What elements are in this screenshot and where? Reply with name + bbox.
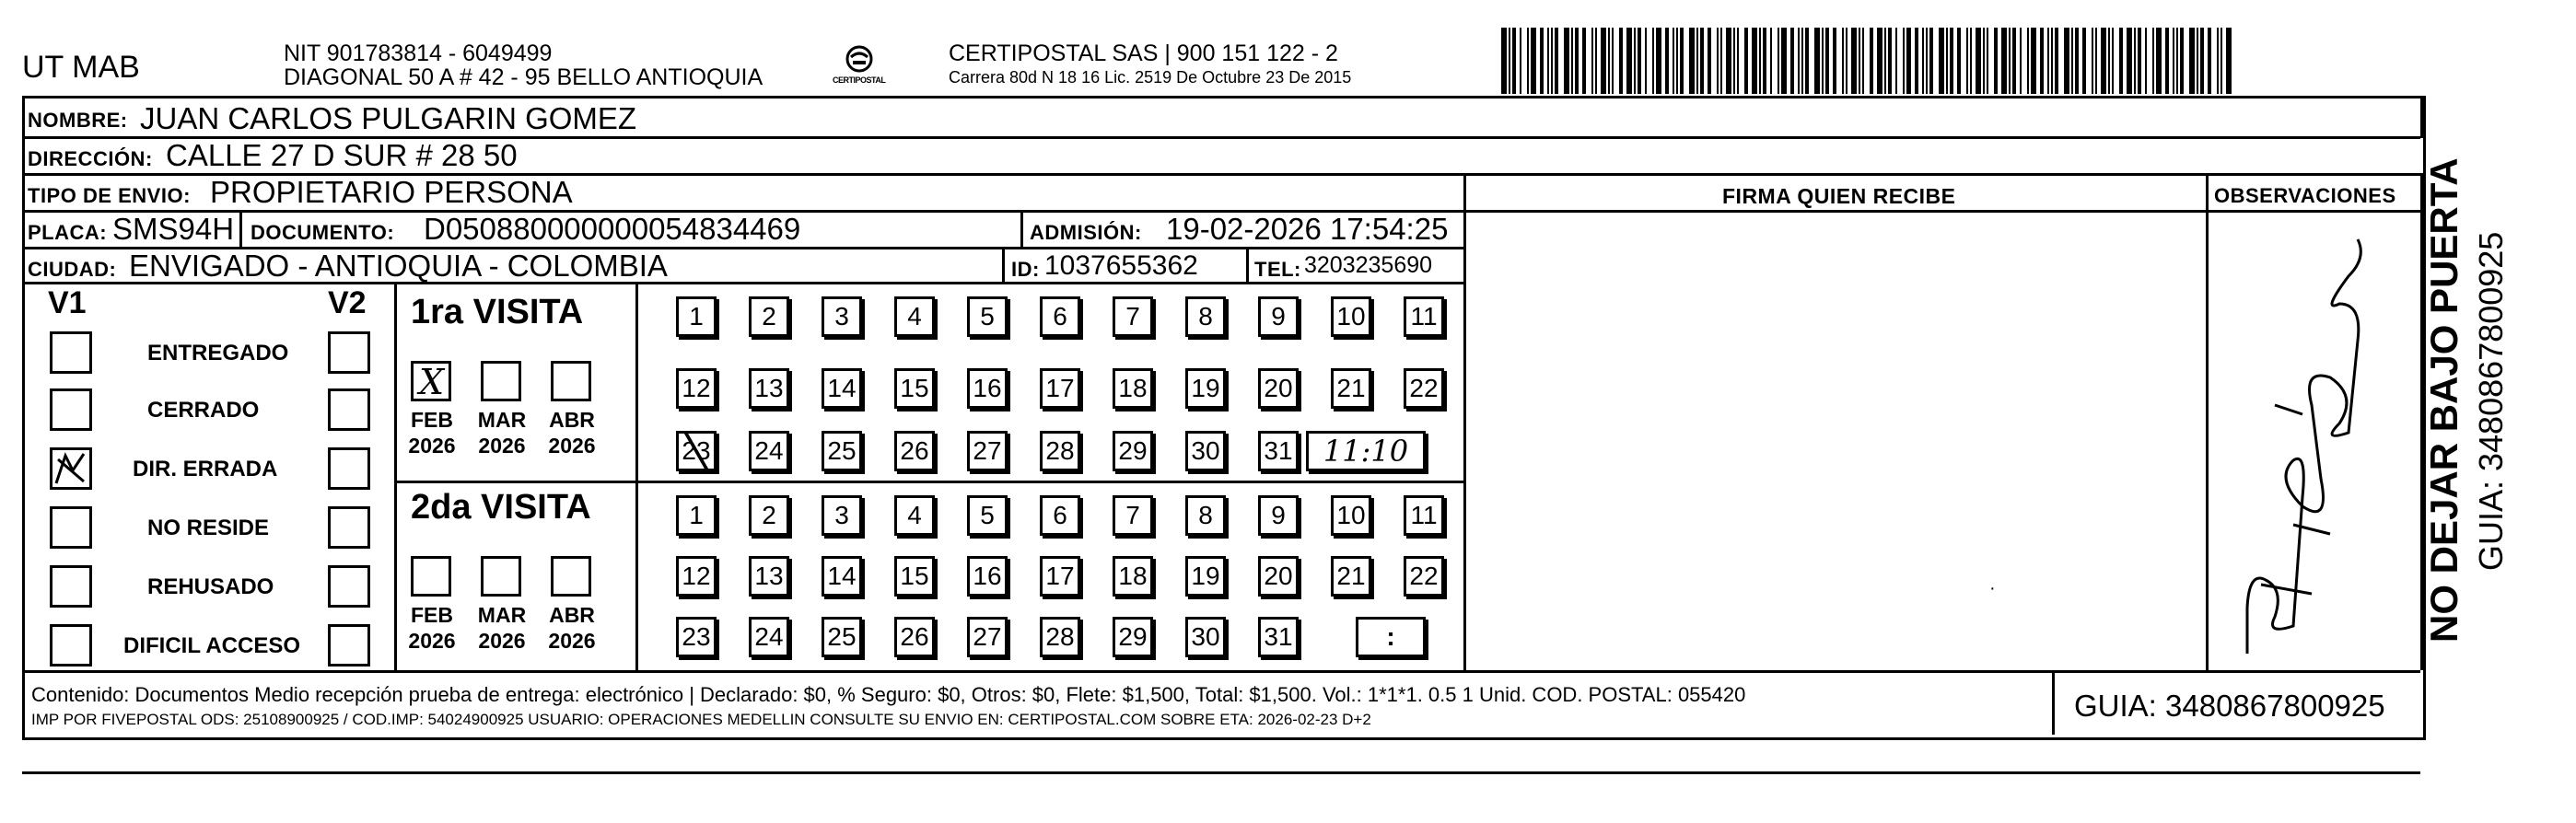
v1-checkbox-1[interactable] xyxy=(50,331,92,374)
status-option-label: DIFICIL ACCESO xyxy=(123,633,301,658)
v2-checkbox-4[interactable] xyxy=(328,506,370,549)
barcode xyxy=(1501,28,2233,94)
first-visit-day-18[interactable]: 18 xyxy=(1113,368,1153,409)
first-visit-day-28[interactable]: 28 xyxy=(1040,431,1080,471)
v1-label: V1 xyxy=(48,285,87,320)
company-address: DIAGONAL 50 A # 42 - 95 BELLO ANTIOQUIA xyxy=(284,64,763,90)
placa-value: SMS94H xyxy=(112,212,235,246)
second-visit-day-18[interactable]: 18 xyxy=(1113,556,1153,597)
second-visit-month-box[interactable] xyxy=(411,556,451,597)
second-visit-day-5[interactable]: 5 xyxy=(967,495,1008,536)
second-visit-day-22[interactable]: 22 xyxy=(1404,556,1444,597)
first-visit-day-15[interactable]: 15 xyxy=(894,368,935,409)
second-visit-day-1[interactable]: 1 xyxy=(676,495,717,536)
second-visit-day-16[interactable]: 16 xyxy=(967,556,1008,597)
direccion-value: CALLE 27 D SUR # 28 50 xyxy=(166,138,518,172)
second-visit-day-9[interactable]: 9 xyxy=(1258,495,1299,536)
second-visit-day-8[interactable]: 8 xyxy=(1185,495,1226,536)
first-visit-day-29[interactable]: 29 xyxy=(1113,431,1153,471)
documento-value: D050880000000054834469 xyxy=(424,212,801,246)
second-visit-title: 2da VISITA xyxy=(411,488,591,527)
ciudad-value: ENVIGADO - ANTIOQUIA - COLOMBIA xyxy=(129,249,668,283)
first-visit-day-10[interactable]: 10 xyxy=(1331,296,1371,337)
footer-guia: GUIA: 3480867800925 xyxy=(2074,689,2385,723)
id-label: ID: xyxy=(1011,258,1040,281)
first-visit-day-26[interactable]: 26 xyxy=(894,431,935,471)
second-visit-day-17[interactable]: 17 xyxy=(1040,556,1080,597)
first-visit-day-27[interactable]: 27 xyxy=(967,431,1008,471)
status-option-label: NO RESIDE xyxy=(147,516,270,540)
first-visit-day-9[interactable]: 9 xyxy=(1258,296,1299,337)
side-warning: NO DEJAR BAJO PUERTA xyxy=(2422,157,2465,643)
first-visit-time-value: 11:10 xyxy=(1323,434,1409,469)
second-visit-day-25[interactable]: 25 xyxy=(822,617,862,657)
month-label: FEB 2026 xyxy=(408,408,456,458)
nombre-value: JUAN CARLOS PULGARIN GOMEZ xyxy=(140,101,637,135)
side-guia: GUIA: 3480867800925 xyxy=(2472,231,2510,571)
id-value: 1037655362 xyxy=(1044,250,1198,281)
status-option-label: ENTREGADO xyxy=(147,341,289,365)
v1-checkbox-2[interactable] xyxy=(50,388,92,431)
first-visit-day-4[interactable]: 4 xyxy=(894,296,935,337)
second-visit-day-6[interactable]: 6 xyxy=(1040,495,1080,536)
first-visit-day-5[interactable]: 5 xyxy=(967,296,1008,337)
v2-checkbox-6[interactable] xyxy=(328,624,370,667)
documento-label: DOCUMENTO: xyxy=(251,221,395,244)
first-visit-day-24[interactable]: 24 xyxy=(749,431,789,471)
second-visit-day-27[interactable]: 27 xyxy=(967,617,1008,657)
admision-value: 19-02-2026 17:54:25 xyxy=(1166,212,1449,246)
company-nit: NIT 901783814 - 6049499 xyxy=(284,41,553,66)
footer-print-info: IMP POR FIVEPOSTAL ODS: 25108900925 / COD.IMP: 54024900925 USUARIO: OPERACIONES MEDELLIN CONSULTE SU ENVIO EN: CERTIPOSTAL.COM SOBRE ETA: 2026-02-23 D+2 xyxy=(31,711,1371,728)
second-visit-day-15[interactable]: 15 xyxy=(894,556,935,597)
first-visit-day-12[interactable]: 12 xyxy=(676,368,717,409)
month-label: ABR 2026 xyxy=(548,603,596,653)
certipostal-logo xyxy=(829,41,890,96)
month-label: MAR 2026 xyxy=(477,408,527,458)
second-visit-day-31[interactable]: 31 xyxy=(1258,617,1299,657)
carrier-license: Carrera 80d N 18 16 Lic. 2519 De Octubre 23 De 2015 xyxy=(949,68,1352,87)
tipo-value: PROPIETARIO PERSONA xyxy=(210,175,573,209)
month-label: FEB 2026 xyxy=(408,603,456,653)
second-visit-day-30[interactable]: 30 xyxy=(1185,617,1226,657)
v1-checkbox-4[interactable] xyxy=(50,506,92,549)
first-visit-day-1[interactable]: 1 xyxy=(676,296,717,337)
carrier-name: CERTIPOSTAL SAS | 900 151 122 - 2 xyxy=(949,41,1338,66)
second-visit-day-14[interactable]: 14 xyxy=(822,556,862,597)
second-visit-day-29[interactable]: 29 xyxy=(1113,617,1153,657)
first-visit-day-22[interactable]: 22 xyxy=(1404,368,1444,409)
first-visit-day-23[interactable]: 23 xyxy=(676,431,717,471)
first-visit-day-8[interactable]: 8 xyxy=(1185,296,1226,337)
second-visit-day-23[interactable]: 23 xyxy=(676,617,717,657)
status-option-label: CERRADO xyxy=(147,398,260,423)
tel-value: 3203235690 xyxy=(1304,252,1433,278)
logo-icon xyxy=(829,41,890,96)
v1-checkbox-5[interactable] xyxy=(50,565,92,608)
dot-mark: · xyxy=(1989,578,1996,598)
first-visit-day-6[interactable]: 6 xyxy=(1040,296,1080,337)
logo-text: CERTIPOSTAL xyxy=(833,75,886,85)
second-visit-month-box[interactable] xyxy=(481,556,521,597)
second-visit-day-10[interactable]: 10 xyxy=(1331,495,1371,536)
second-visit-day-26[interactable]: 26 xyxy=(894,617,935,657)
placa-label: PLACA: xyxy=(28,221,108,244)
second-visit-day-3[interactable]: 3 xyxy=(822,495,862,536)
observaciones-label: OBSERVACIONES xyxy=(2214,184,2396,207)
first-visit-day-19[interactable]: 19 xyxy=(1185,368,1226,409)
first-visit-time xyxy=(1306,431,1426,471)
footer-contents: Contenido: Documentos Medio recepción prueba de entrega: electrónico | Declarado: $0, % Seguro: $0, Otros: $0, Flete: $1,500, Total: $1,500. Vol.: 1*1*1. 0.5 1 Unid. COD. POSTAL: 055420 xyxy=(31,683,1746,706)
v2-checkbox-2[interactable] xyxy=(328,388,370,431)
first-visit-day-3[interactable]: 3 xyxy=(822,296,862,337)
direccion-label: DIRECCIÓN: xyxy=(28,147,153,170)
first-visit-day-14[interactable]: 14 xyxy=(822,368,862,409)
first-visit-day-2[interactable]: 2 xyxy=(749,296,789,337)
first-visit-month-box[interactable] xyxy=(481,361,521,401)
v2-checkbox-5[interactable] xyxy=(328,565,370,608)
tipo-label: TIPO DE ENVIO: xyxy=(28,184,191,207)
second-visit-day-20[interactable]: 20 xyxy=(1258,556,1299,597)
v1-checkbox-3[interactable] xyxy=(50,447,92,490)
first-visit-day-11[interactable]: 11 xyxy=(1404,296,1444,337)
first-visit-day-31[interactable]: 31 xyxy=(1258,431,1299,471)
v2-checkbox-1[interactable] xyxy=(328,331,370,374)
first-visit-day-16[interactable]: 16 xyxy=(967,368,1008,409)
tel-label: TEL: xyxy=(1254,258,1301,281)
second-visit-time xyxy=(1356,617,1426,657)
second-visit-day-28[interactable]: 28 xyxy=(1040,617,1080,657)
status-option-label: DIR. ERRADA xyxy=(133,457,278,481)
first-visit-day-7[interactable]: 7 xyxy=(1113,296,1153,337)
second-visit-day-12[interactable]: 12 xyxy=(676,556,717,597)
second-visit-day-11[interactable]: 11 xyxy=(1404,495,1444,536)
first-visit-day-20[interactable]: 20 xyxy=(1258,368,1299,409)
second-visit-day-21[interactable]: 21 xyxy=(1331,556,1371,597)
status-option-label: REHUSADO xyxy=(147,574,274,599)
admision-label: ADMISIÓN: xyxy=(1030,221,1142,244)
company-name: UT MAB xyxy=(22,50,140,85)
check-mark-icon xyxy=(52,450,89,487)
second-visit-day-19[interactable]: 19 xyxy=(1185,556,1226,597)
first-visit-day-25[interactable]: 25 xyxy=(822,431,862,471)
nombre-label: NOMBRE: xyxy=(28,109,128,132)
v2-checkbox-3[interactable] xyxy=(328,447,370,490)
second-visit-time-value: : xyxy=(1386,622,1395,651)
v1-checkbox-6[interactable] xyxy=(50,624,92,667)
second-visit-day-13[interactable]: 13 xyxy=(749,556,789,597)
first-visit-month-box[interactable] xyxy=(551,361,591,401)
month-label: ABR 2026 xyxy=(548,408,596,458)
firma-label: FIRMA QUIEN RECIBE xyxy=(1722,184,1956,208)
second-visit-day-2[interactable]: 2 xyxy=(749,495,789,536)
first-visit-day-17[interactable]: 17 xyxy=(1040,368,1080,409)
ciudad-label: CIUDAD: xyxy=(28,258,117,281)
second-visit-day-7[interactable]: 7 xyxy=(1113,495,1153,536)
first-visit-day-13[interactable]: 13 xyxy=(749,368,789,409)
first-visit-month-box[interactable] xyxy=(411,361,451,401)
second-visit-day-4[interactable]: 4 xyxy=(894,495,935,536)
month-label: MAR 2026 xyxy=(477,603,527,653)
first-visit-title: 1ra VISITA xyxy=(411,293,584,331)
month-mark: X xyxy=(419,362,445,402)
first-visit-day-30[interactable]: 30 xyxy=(1185,431,1226,471)
signature-scribble-icon xyxy=(2210,221,2413,663)
first-visit-day-21[interactable]: 21 xyxy=(1331,368,1371,409)
second-visit-day-24[interactable]: 24 xyxy=(749,617,789,657)
second-visit-month-box[interactable] xyxy=(551,556,591,597)
v2-label: V2 xyxy=(328,285,367,320)
